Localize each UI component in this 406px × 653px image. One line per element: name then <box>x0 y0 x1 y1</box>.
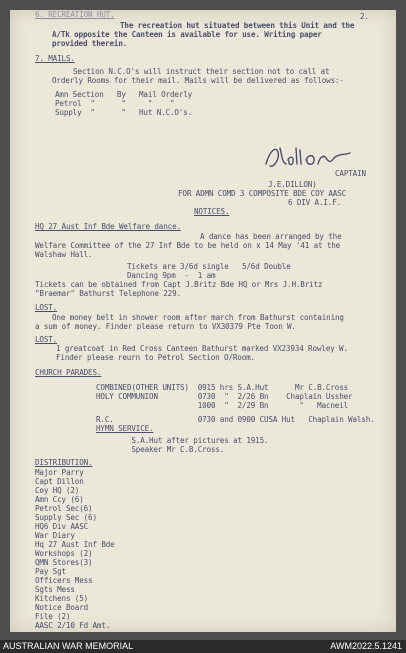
distribution-heading: DISTRIBUTION. <box>35 458 93 467</box>
distribution-item: Major Parry <box>35 468 84 477</box>
item6-line-3: provided therein. <box>52 39 128 48</box>
distribution-item: War Diary <box>35 531 75 540</box>
item7-heading: 7. MAILS. <box>35 54 75 63</box>
lost2-line-1: 1 greatcoat in Red Cross Canteen Bathurst marked VX23934 Rowley W. <box>56 344 348 353</box>
lost1-heading: LOST. <box>35 303 58 312</box>
page-number: 2. <box>360 12 369 21</box>
distribution-item: Kitchens (5) <box>35 594 89 603</box>
footer-institution: AUSTRALIAN WAR MEMORIAL <box>3 641 134 651</box>
church-heading: CHURCH PARADES. <box>35 368 102 377</box>
mail-table-row-2: Petrol " " " " <box>55 99 175 108</box>
sig-unit: FOR ADMN COMD 3 COMPOSITE BDE COY AASC <box>178 189 347 198</box>
distribution-item: Hq 27 Aust Inf Bde <box>35 540 115 549</box>
mail-table-row-3: Supply " " Hut N.C.O's. <box>55 108 193 117</box>
handwritten-signature <box>260 142 355 172</box>
distribution-item: Officers Mess <box>35 576 93 585</box>
sig-division: 6 DIV A.I.F. <box>288 198 342 207</box>
church-rc: R.C. 0730 and 0900 CUSA Hut Chaplain Walsh. <box>96 415 375 424</box>
item7-line-1: Section N.C.O's will instruct their section not to call at <box>73 67 330 76</box>
footer-bar <box>0 640 406 653</box>
welfare-times: Dancing 9pm - 1 am <box>127 271 216 280</box>
lost2-line-2: Finder please reurn to Petrol Section O/Room. <box>56 353 255 362</box>
item7-line-2: Orderly Rooms for their mail. Mails will be delivered as follows:- <box>52 76 344 85</box>
distribution-item: Amn Ccy (6) <box>35 495 84 504</box>
church-holy-communion: HOLY COMMUNION 0730 " 2/26 Bn Chaplain Ussher <box>96 392 353 401</box>
distribution-item: Workshops (2) <box>35 549 93 558</box>
distribution-item: Coy HQ (2) <box>35 486 80 495</box>
distribution-item: Capt Dillon <box>35 477 84 486</box>
welfare-line-3: Walshaw Hall. <box>35 250 93 259</box>
church-hymn-line-2: Speaker Mr C.B.Cross. <box>96 445 225 454</box>
distribution-item: AASC 2/10 Fd Amt. <box>35 621 111 630</box>
lost1-line-1: One money belt in shower room after march from Bathurst containing <box>52 313 344 322</box>
welfare-line-2: Welfare Committee of the 27 Inf Bde to be held on x 14 May '41 at the <box>35 241 341 250</box>
notices-title: NOTICES. <box>194 207 230 216</box>
welfare-line-7: "Braemar" Bathurst Telephone 229. <box>35 289 181 298</box>
distribution-item: HQ6 Div AASC <box>35 522 89 531</box>
mail-table-row-1: Amn Section By Mail Orderly <box>55 90 193 99</box>
item6-line-1: The recreation hut situated between this Unit and the <box>120 21 355 30</box>
church-hymn-line-1: S.A.Hut after pictures at 1915. <box>96 436 269 445</box>
item6-heading: 6. RECREATION HUT. <box>35 10 115 19</box>
distribution-item: QMN Stores(3) <box>35 558 93 567</box>
distribution-item: Notice Board <box>35 603 89 612</box>
church-hymn-service: HYMN SERVICE. <box>96 424 154 433</box>
welfare-heading: HQ 27 Aust Inf Bde Welfare dance. <box>35 222 181 231</box>
welfare-line-1: A dance has been arranged by the <box>200 232 342 241</box>
church-combined: COMBINED(OTHER UNITS) 0915 hrs S.A.Hut Mr C.B.Cross <box>96 383 349 392</box>
church-holy-communion-2: 1000 " 2/29 Bn " Macneil <box>96 401 349 410</box>
footer-accession-number: AWM2022.5.1241 <box>330 641 402 651</box>
distribution-item: Sgts Mess <box>35 585 75 594</box>
captain-label: CAPTAIN <box>335 169 366 178</box>
welfare-tickets: Tickets are 3/6d single 5/6d Double <box>127 262 291 271</box>
item6-line-2: A/Tk opposite the Canteen is available for use. Writing paper <box>52 30 322 39</box>
lost1-line-2: a sum of money. Finder please return to VX30379 Pte Toon W. <box>35 322 296 331</box>
distribution-item: Supply Sec (6) <box>35 513 97 522</box>
lost2-heading: LOST. <box>35 335 58 344</box>
distribution-item: Pay Sgt <box>35 567 66 576</box>
sig-name: J.E.DILLON) <box>268 180 317 189</box>
document-page <box>10 10 396 632</box>
welfare-line-6: Tickets can be obtained from Capt J.Britz Bde HQ or Mrs J.H.Britz <box>35 280 323 289</box>
distribution-item: File (2) <box>35 612 71 621</box>
distribution-item: Petrol Sec(6) <box>35 504 93 513</box>
